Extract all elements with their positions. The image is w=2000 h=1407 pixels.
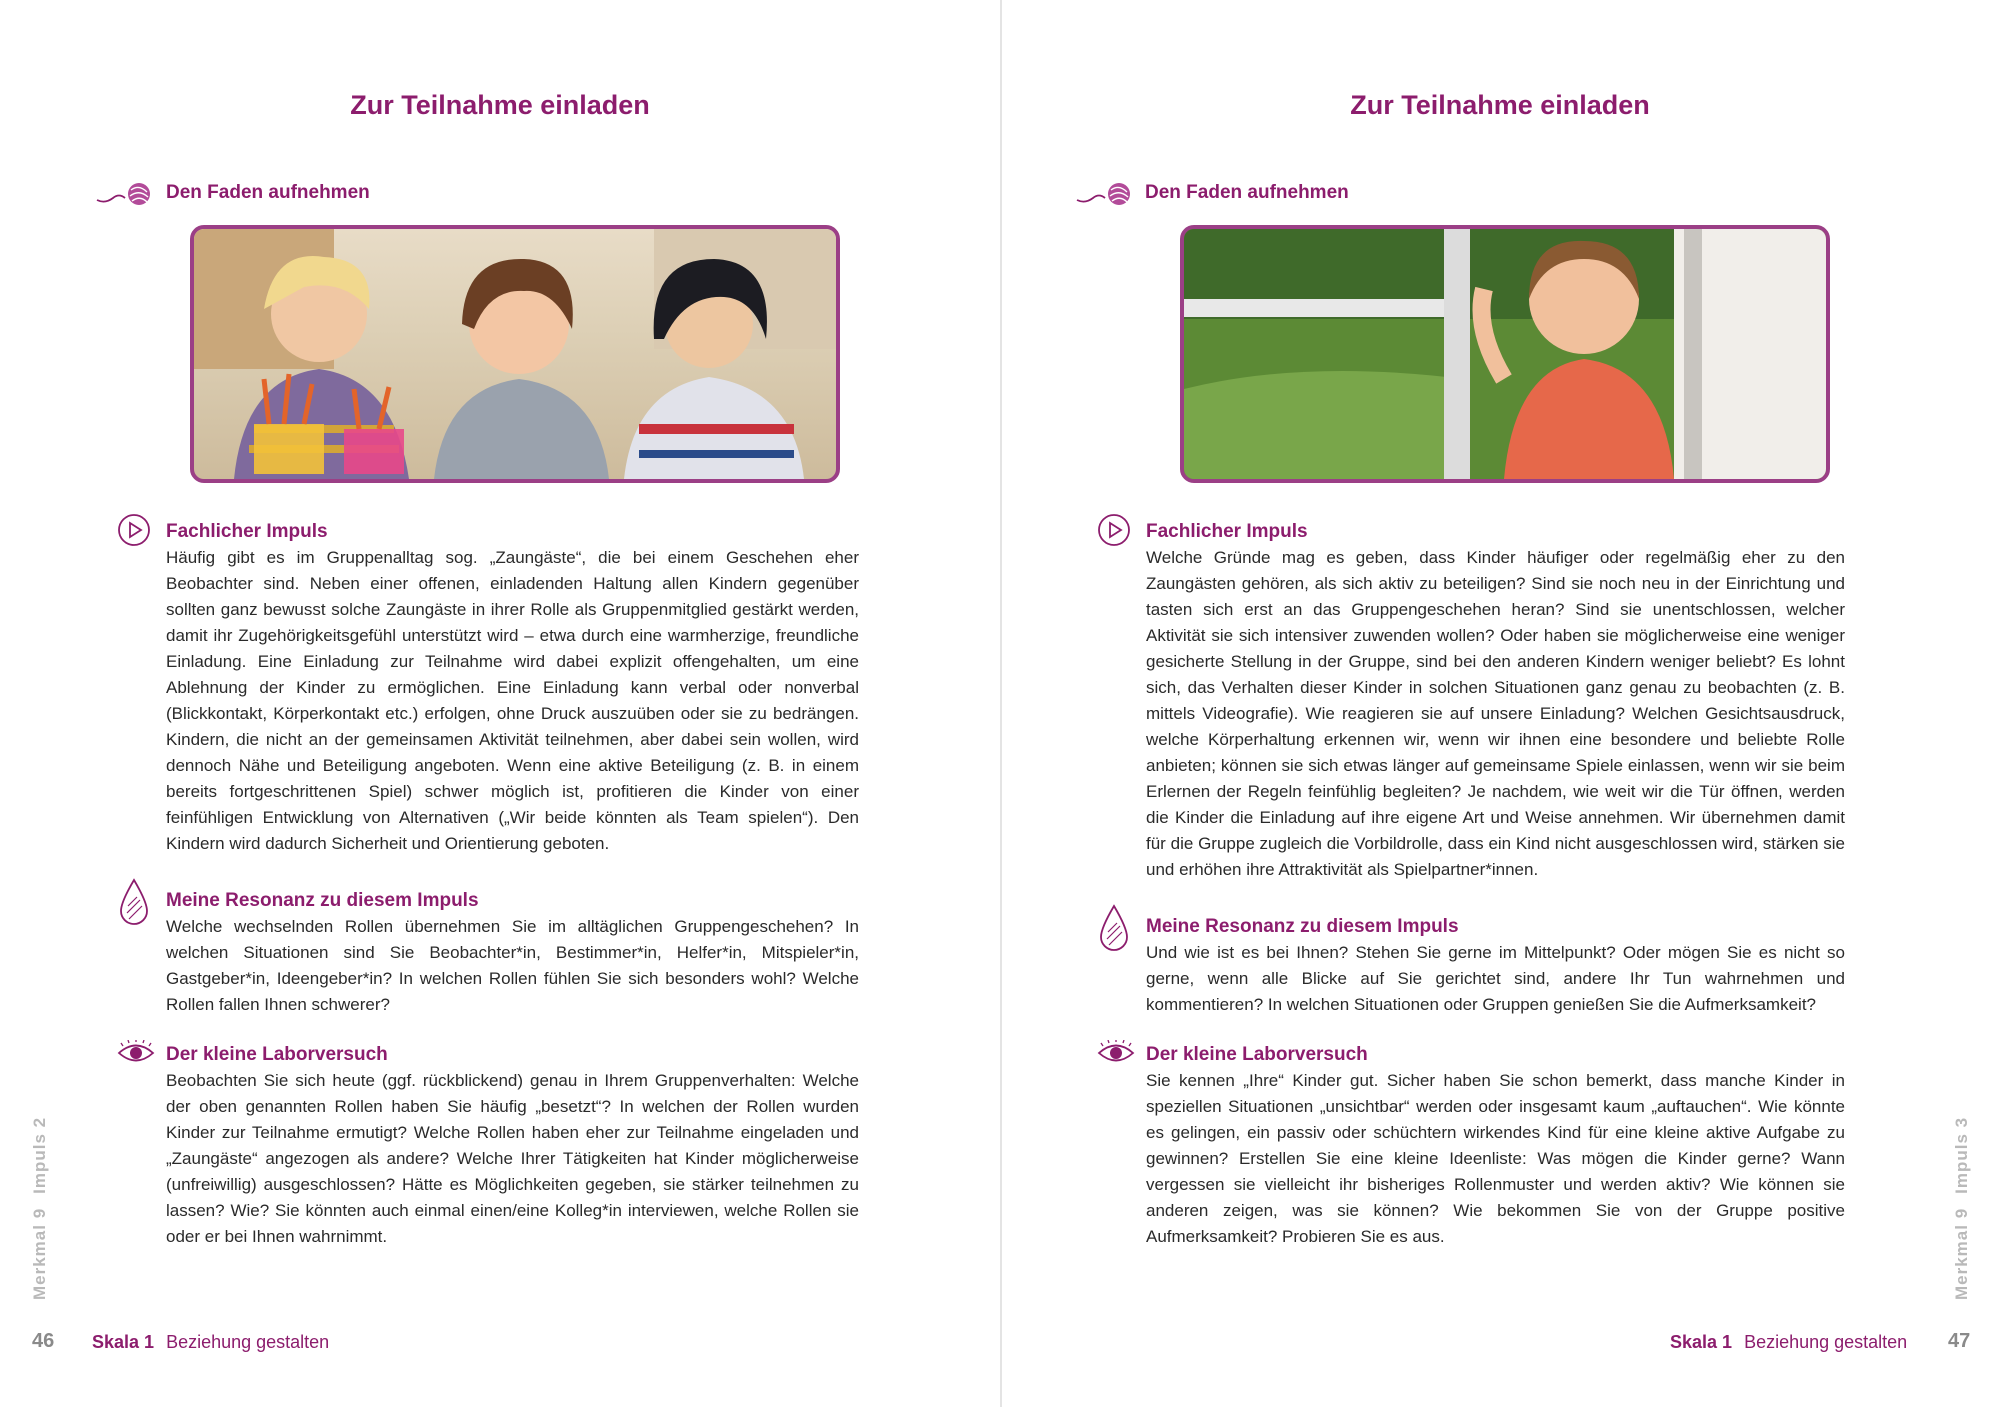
- footer: [92, 1332, 329, 1353]
- side-label: [1952, 1103, 1972, 1300]
- footer-text: Beziehung gestalten: [166, 1332, 330, 1352]
- lab-heading: Der kleine Laborversuch: [1146, 1044, 1368, 1065]
- side-merkmal: Merkmal 9: [1952, 1207, 1971, 1300]
- page-title: Zur Teilnahme einladen: [1350, 90, 1650, 120]
- side-merkmal: Merkmal 9: [30, 1207, 49, 1300]
- page-number: 47: [1948, 1330, 1971, 1352]
- footer-text: Beziehung gestalten: [1744, 1332, 1908, 1352]
- page-title: Zur Teilnahme einladen: [350, 90, 650, 120]
- play-circle-icon: [117, 513, 151, 547]
- footer-skala: Skala 1: [92, 1332, 155, 1352]
- drop-icon: [1097, 904, 1131, 954]
- impulse-heading: Fachlicher Impuls: [166, 521, 328, 542]
- eye-icon: [1097, 1040, 1135, 1066]
- footer: [1670, 1332, 1907, 1353]
- children-crafting-illustration: [194, 229, 836, 479]
- footer-skala: Skala 1: [1670, 1332, 1733, 1352]
- lab-heading: Der kleine Laborversuch: [166, 1044, 388, 1065]
- yarn-ball-icon: [95, 180, 155, 208]
- resonance-heading: Meine Resonanz zu diesem Impuls: [166, 890, 479, 911]
- side-label: [30, 1103, 50, 1300]
- photo-children-crafting: [190, 225, 840, 483]
- thread-heading: Den Faden aufnehmen: [1145, 182, 1349, 203]
- lab-body: Sie kennen „Ihre“ Kinder gut. Sicher haben Sie schon bemerkt, dass manche Kinder in speziellen Situationen „unsichtbar“ werden oder insgesamt kaum „auftauchen“. Wie könnte es gelingen, ein passiv oder schüchtern wirkendes Kind für eine kleine aktive Aufgabe zu gewinnen? Erstellen Sie eine kleine Ideenliste: Was mögen die Kinder gerne? Wann vergessen sie vielleicht ihr bisheriges Rollenmuster und werden aktiv? Wie können sie anderen zeigen, was sie können? Wie bekommen Sie von der Gruppe positive Aufmerksamkeit? Probieren Sie es aus.: [1146, 1071, 1845, 1246]
- lab-body: Beobachten Sie sich heute (ggf. rückblickend) genau in Ihrem Gruppenverhalten: Welche der oben genannten Rollen haben Sie häufig „besetzt“? In welchen der Rollen wurden Kinder zur Teilnahme ermutigt? Welche Rollen haben eher zur Teilnahme eingeladen und „Zaungäste“ angezogen als andere? Welche Ihrer Tätigkeiten hat Kinder möglicherweise (unfreiwillig) ausgeschlossen? Hätte es Möglichkeiten gegeben, sie stärker teilnehmen zu lassen? Wie? Sie könnten auch einmal einen/eine Kolleg*in interviewen, welche Rollen sie oder er bei Ihnen wahrnimmt.: [166, 1071, 859, 1246]
- side-impuls: Impuls 2: [30, 1116, 49, 1194]
- thread-heading: Den Faden aufnehmen: [166, 182, 370, 203]
- yarn-ball-icon: [1075, 180, 1135, 208]
- page-right: [1000, 0, 2000, 1407]
- side-impuls: Impuls 3: [1952, 1116, 1971, 1194]
- drop-icon: [117, 878, 151, 928]
- impulse-heading: Fachlicher Impuls: [1146, 521, 1308, 542]
- photo-boy-at-window: [1180, 225, 1830, 483]
- page-number: 46: [32, 1330, 55, 1352]
- impulse-body: Welche Gründe mag es geben, dass Kinder häufiger oder regelmäßig eher zu den Zaungästen gehören, als sich aktiv zu beteiligen? Sind sie noch neu in der Einrichtung und tasten sich erst an das Gruppengeschehen heran? Sind sie unentschlossen, welcher Aktivität sie sich intensiver zuwenden wollen? Oder haben sie möglicherweise eine weniger gesicherte Stellung in der Gruppe, sind bei den anderen Kindern weniger beliebt? Es lohnt sich, das Verhalten dieser Kinder in solchen Situationen ganz genau zu beobachten (z. B. mittels Videografie). Wie reagieren sie auf unsere Einladung? Welchen Gesichtsausdruck, welche Körperhaltung erkennen wir, wenn wir ihnen eine besondere und beliebte Rolle anbieten; können sie sich etwas länger auf gemeinsame Spiele einlassen, wenn wir sie beim Erlernen der Regeln feinfühlig begleiten? Je nachdem, wie weit wir die Tür öffnen, werden die Kinder die Einladung auf ihre eigene Art und Weise annehmen. Wir übernehmen damit für die Gruppe zugleich die Vorbildrolle, dass ein Kind nicht ausgeschlossen wird, stärken sie und erhöhen ihre Attraktivität als Spielpartner*innen.: [1146, 548, 1845, 879]
- resonance-heading: Meine Resonanz zu diesem Impuls: [1146, 916, 1459, 937]
- impulse-body: Häufig gibt es im Gruppenalltag sog. „Zaungäste“, die bei einem Geschehen eher Beobachter sind. Neben einer offenen, einladenden Haltung allen Kindern gegenüber sollten ganz bewusst solche Zaungäste in ihrer Rolle als Gruppenmitglied gestärkt werden, damit ihr Zugehörigkeitsgefühl unterstützt wird – etwa durch eine warmherzige, freundliche Einladung. Eine Einladung zur Teilnahme wird dabei explizit offengehalten, um eine Ablehnung der Kinder zu ermöglichen. Eine Einladung kann verbal oder nonverbal (Blickkontakt, Körperkontakt etc.) erfolgen, ohne Druck auszuüben oder sie zu bedrängen. Kindern, die nicht an der gemeinsamen Aktivität teilnehmen, aber dabei sein wollen, wird dennoch Nähe und Beteiligung angeboten. Wenn eine aktive Beteiligung (z. B. in einem bereits fortgeschrittenen Spiel) schwer möglich ist, profitieren die Kinder von einer feinfühligen Entwicklung von Alternativen („Wir beide könnten als Team spielen“). Den Kindern wird dadurch Sicherheit und Orientierung geboten.: [166, 548, 859, 853]
- boy-at-window-illustration: [1184, 229, 1826, 479]
- eye-icon: [117, 1040, 155, 1066]
- resonance-body: Und wie ist es bei Ihnen? Stehen Sie gerne im Mittelpunkt? Oder mögen Sie es nicht so gerne, wenn alle Blicke auf Sie gerichtet sind, andere Ihr Tun wahrnehmen und kommentieren? In welchen Situationen oder Gruppen genießen Sie die Aufmerksamkeit?: [1146, 943, 1845, 1014]
- resonance-body: Welche wechselnden Rollen übernehmen Sie im alltäglichen Gruppengeschehen? In welchen Situationen sind Sie Beobachter*in, Bestimmer*in, Helfer*in, Mitspieler*in, Gastgeber*in, Ideengeber*in? In welchen Rollen fühlen Sie sich besonders wohl? Welche Rollen fallen Ihnen schwerer?: [166, 917, 859, 1014]
- play-circle-icon: [1097, 513, 1131, 547]
